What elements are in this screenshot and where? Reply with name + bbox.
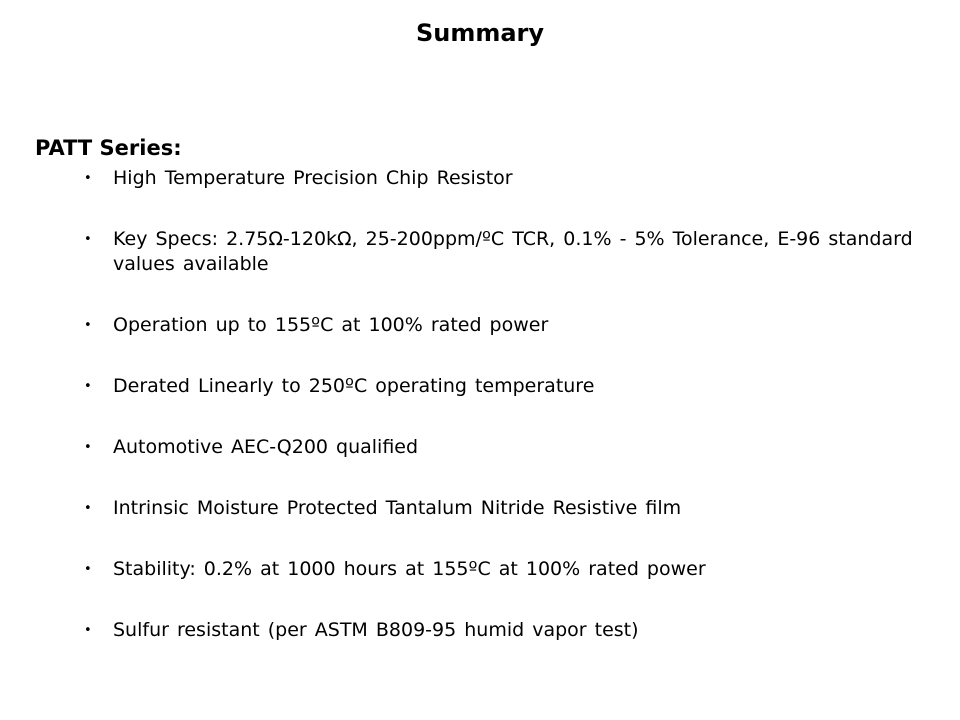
bullet-text: Derated Linearly to 250ºC operating temperature: [113, 375, 595, 397]
bullet-icon: •: [84, 501, 92, 516]
bullet-item-moisture: [0, 496, 960, 521]
bullet-text: High Temperature Precision Chip Resistor: [113, 167, 513, 189]
bullet-text: Intrinsic Moisture Protected Tantalum Nitride Resistive film: [113, 497, 682, 519]
bullet-list: [0, 166, 960, 679]
bullet-icon: •: [84, 318, 92, 333]
slide-title: Summary: [415, 19, 545, 47]
bullet-text: Automotive AEC-Q200 qualified: [113, 436, 419, 458]
section-heading: PATT Series:: [35, 136, 182, 160]
bullet-icon: •: [84, 562, 92, 577]
bullet-item-operation: [0, 313, 960, 338]
bullet-text: Operation up to 155ºC at 100% rated power: [113, 314, 549, 336]
bullet-item-derated: [0, 374, 960, 399]
bullet-icon: •: [84, 440, 92, 455]
bullet-icon: •: [84, 379, 92, 394]
bullet-text: Stability: 0.2% at 1000 hours at 155ºC at 100% rated power: [113, 558, 706, 580]
bullet-item-sulfur: [0, 618, 960, 643]
bullet-icon: •: [84, 171, 92, 186]
bullet-item-stability: [0, 557, 960, 582]
bullet-text: Key Specs: 2.75Ω-120kΩ, 25-200ppm/ºC TCR, 0.1% - 5% Tolerance, E-96 standard values available: [113, 228, 913, 275]
bullet-icon: •: [84, 232, 92, 247]
bullet-item-automotive: [0, 435, 960, 460]
bullet-icon: •: [84, 623, 92, 638]
bullet-text: Sulfur resistant (per ASTM B809-95 humid vapor test): [113, 619, 639, 641]
bullet-item-key-specs: [0, 227, 960, 277]
bullet-item-high-temperature: [0, 166, 960, 191]
